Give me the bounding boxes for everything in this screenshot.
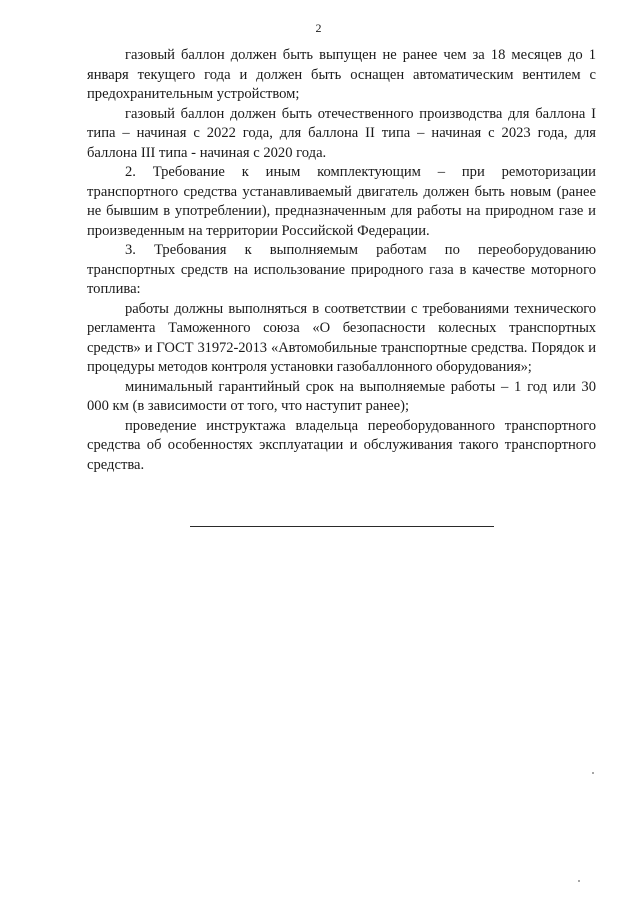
scan-speck — [578, 880, 580, 882]
paragraph-owner-instruction: проведение инструктажа владельца переоборудованного транспортного средства об особенностях эксплуатации и обслуживания такого транспортного средства. — [87, 417, 596, 473]
paragraph-cylinder-manufacture-date: газовый баллон должен быть выпущен не ранее чем за 18 месяцев до 1 января текущего года и должен быть оснащен автоматическим вентилем с предохранительным устройством; — [87, 47, 596, 102]
paragraph-technical-regulation: работы должны выполняться в соответствии с требованиями технического регламента Таможенного союза «О безопасности колесных транспортных средств» и ГОСТ 31972-2013 «Автомобильные транспортные средства. Порядок и процедуры методов контроля установки газобаллонного оборудования»; — [87, 300, 596, 375]
end-of-document-divider — [190, 526, 494, 527]
paragraph-warranty-period: минимальный гарантийный срок на выполняемые работы – 1 год или 30 000 км (в зависимости от того, что наступит ранее); — [87, 378, 596, 414]
paragraph-component-requirements: 2. Требование к иным комплектующим – при ремоторизации транспортного средства устанавливаемый двигатель должен быть новым (ранее не бывшим в употреблении), предназначенным для работы на природном газе и произведенным на территории Российской Федерации. — [87, 164, 596, 239]
page-number: 2 — [315, 21, 322, 35]
paragraph-cylinder-domestic-production: газовый баллон должен быть отечественного производства для баллона I типа – начиная с 2022 года, для баллона II типа – начиная с 2023 года, для баллона III типа - начиная с 2020 года. — [87, 105, 596, 161]
scan-speck — [592, 772, 594, 774]
paragraph-work-requirements: 3. Требования к выполняемым работам по переоборудованию транспортных средств на использование природного газа в качестве моторного топлива: — [87, 242, 596, 297]
document-body — [87, 46, 596, 475]
